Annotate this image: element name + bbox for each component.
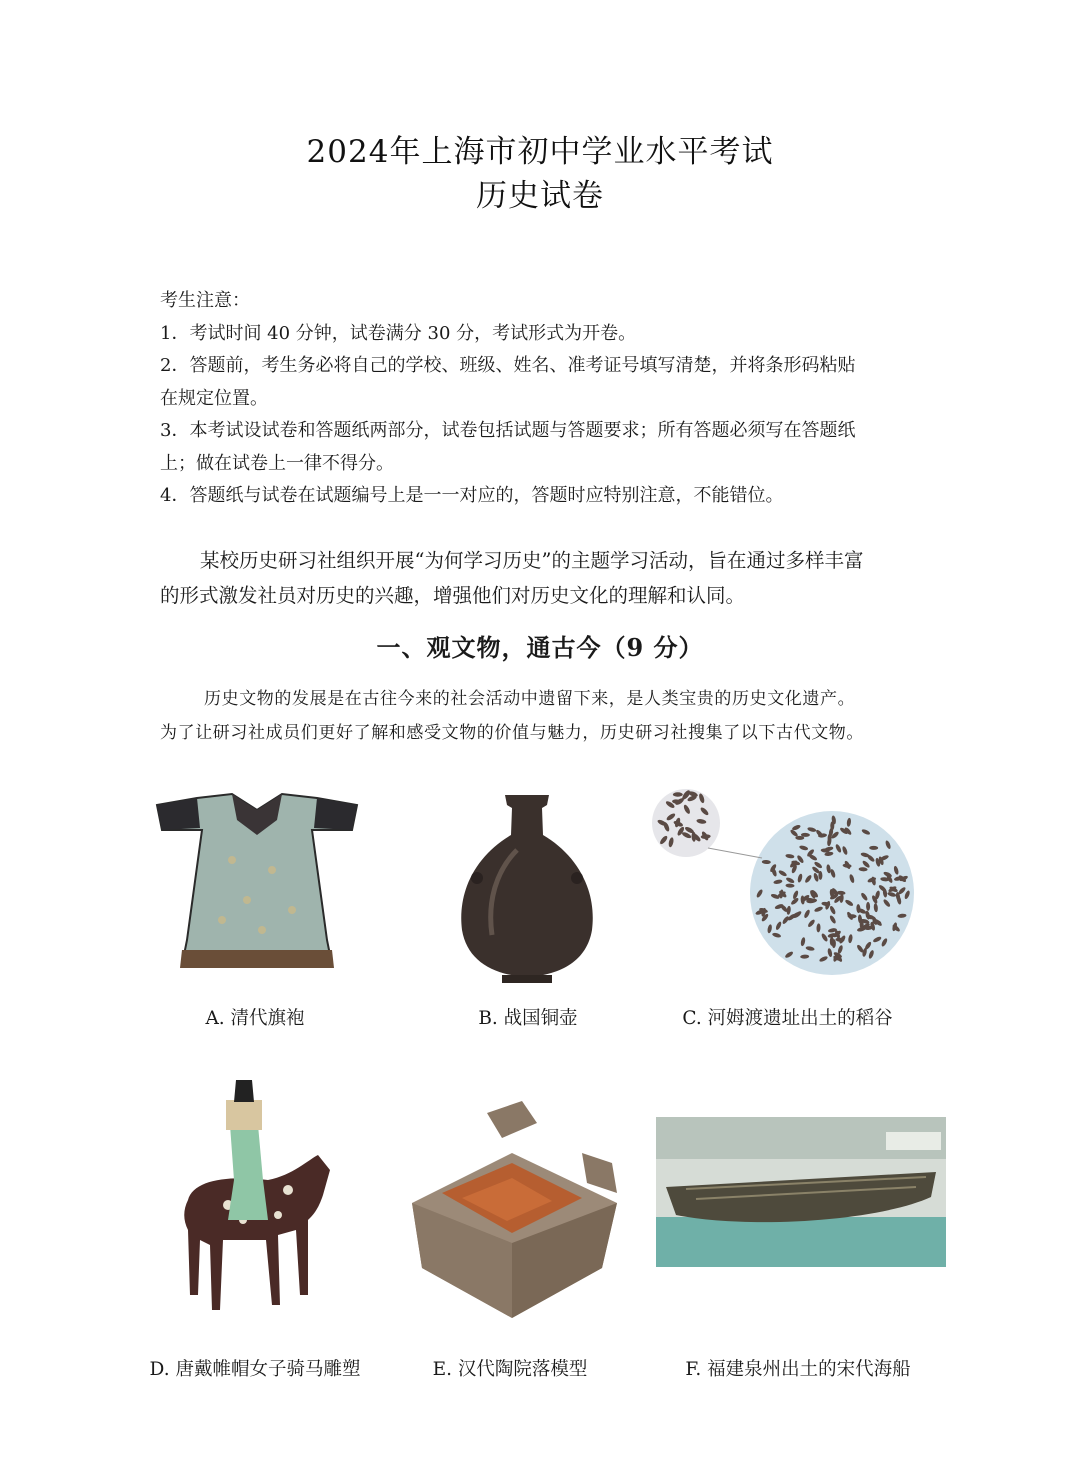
qing-robe-image bbox=[152, 790, 362, 980]
section-para-line: 为了让研习社成员们更好了解和感受文物的价值与魅力，历史研习社搜集了以下古代文物。 bbox=[160, 723, 864, 743]
song-ship-image bbox=[656, 1117, 946, 1267]
rice-grains-image bbox=[650, 788, 920, 978]
notice-line: 2．答题前，考生务必将自己的学校、班级、姓名、准考证号填写清楚，并将条形码粘贴 bbox=[160, 355, 856, 376]
intro-line: 的形式激发社员对历史的兴趣，增强他们对历史文化的理解和认同。 bbox=[160, 584, 746, 607]
notice-line: 3．本考试设试卷和答题纸两部分，试卷包括试题与答题要求；所有答题必须写在答题纸 bbox=[160, 420, 856, 441]
section-para-line: 历史文物的发展是在古往今来的社会活动中遗留下来，是人类宝贵的历史文化遗产。 bbox=[204, 689, 856, 709]
section-paragraph bbox=[160, 682, 920, 750]
caption-f: F. 福建泉州出土的宋代海船 bbox=[685, 1359, 911, 1380]
notice-line: 在规定位置。 bbox=[160, 387, 268, 409]
notice-block bbox=[160, 285, 920, 513]
bronze-vase-image bbox=[447, 790, 607, 985]
exam-subtitle: 历史试卷 bbox=[476, 178, 604, 214]
caption-a: A. 清代旗袍 bbox=[205, 1008, 305, 1029]
notice-line: 1．考试时间 40 分钟，试卷满分 30 分，考试形式为开卷。 bbox=[160, 322, 637, 344]
pottery-courtyard-model-image bbox=[392, 1093, 632, 1323]
caption-d: D. 唐戴帷帽女子骑马雕塑 bbox=[149, 1359, 361, 1380]
notice-line: 4．答题纸与试卷在试题编号上是一一对应的，答题时应特别注意，不能错位。 bbox=[160, 485, 784, 506]
section-title: 一、观文物，通古今（9 分） bbox=[376, 633, 704, 662]
exam-title: 2024年上海市初中学业水平考试 bbox=[306, 134, 774, 170]
caption-c: C. 河姆渡遗址出土的稻谷 bbox=[682, 1008, 893, 1029]
notice-heading: 考生注意： bbox=[160, 290, 250, 311]
intro-paragraph bbox=[160, 543, 920, 613]
caption-e: E. 汉代陶院落模型 bbox=[432, 1359, 588, 1380]
intro-line: 某校历史研习社组织开展“为何学习历史”的主题学习活动，旨在通过多样丰富 bbox=[200, 549, 864, 572]
horse-rider-figurine-image bbox=[168, 1080, 338, 1330]
caption-b: B. 战国铜壶 bbox=[478, 1008, 578, 1029]
notice-line: 上；做在试卷上一律不得分。 bbox=[160, 452, 394, 474]
